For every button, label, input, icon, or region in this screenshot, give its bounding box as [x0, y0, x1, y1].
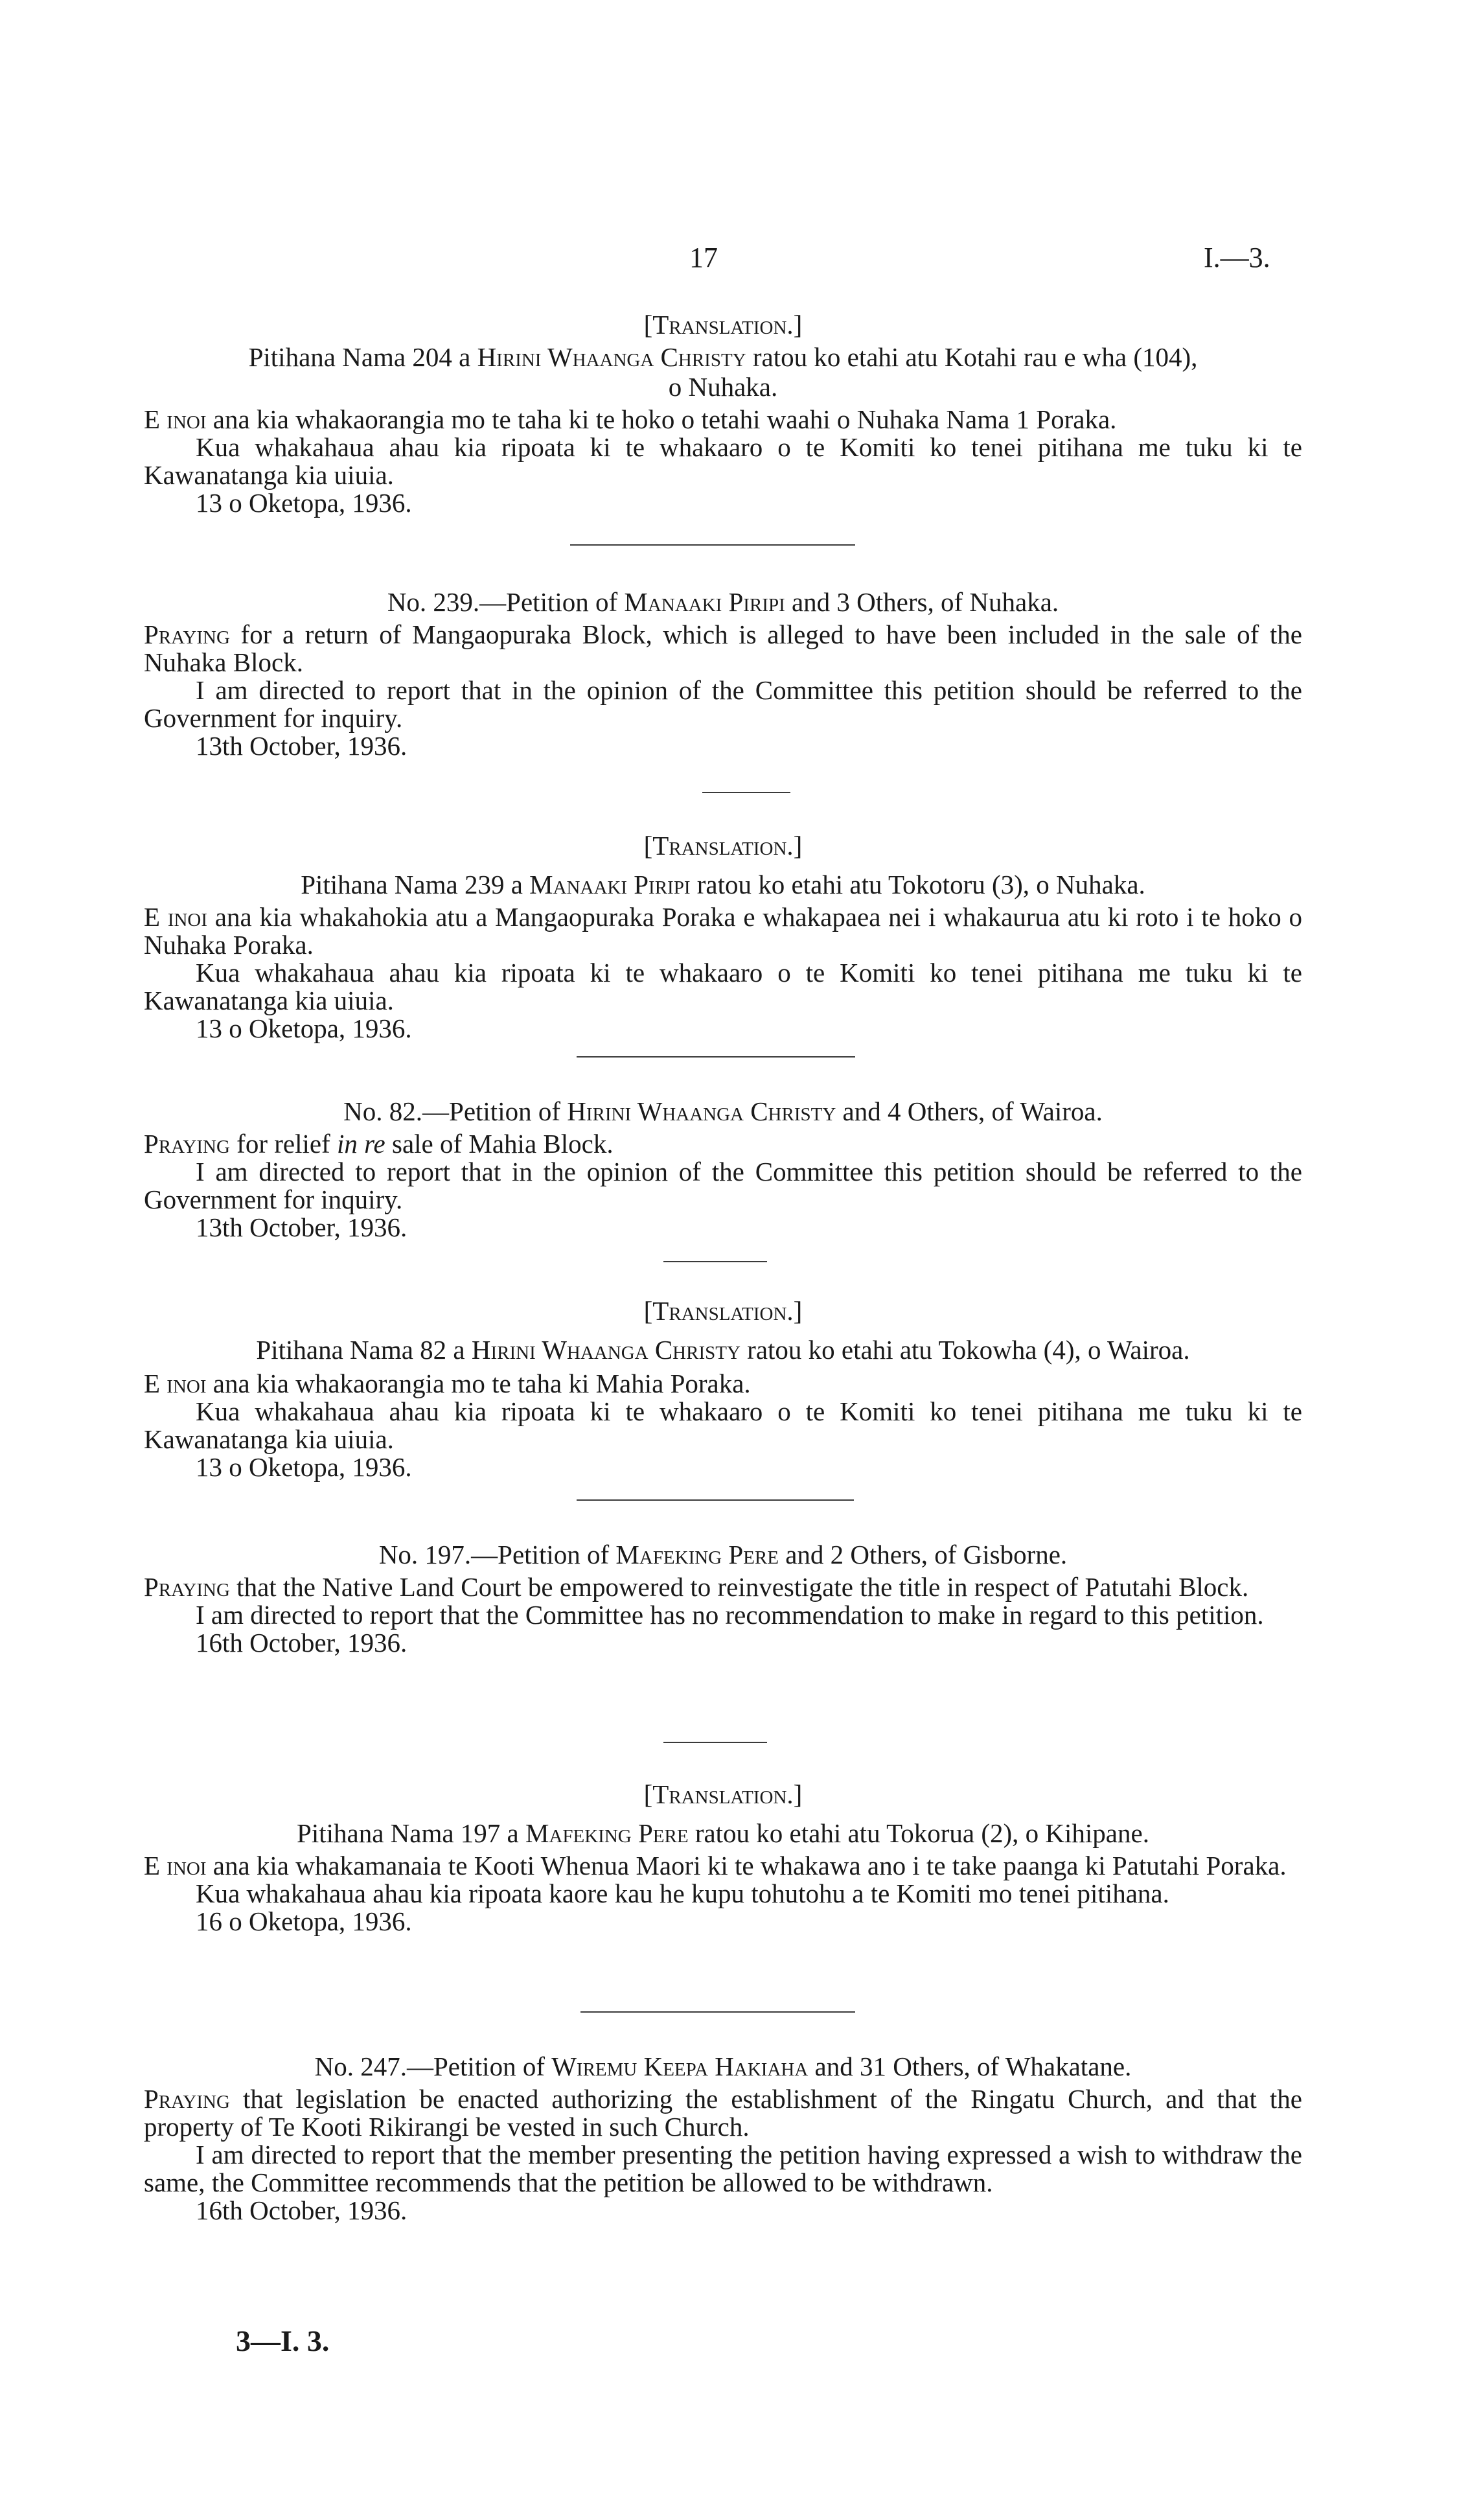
section-petition-197	[144, 1540, 1302, 1657]
petition-heading-line2: o Nuhaka.	[668, 372, 778, 402]
petitioner-name: Wiremu Keepa Hakiaha	[551, 2052, 809, 2081]
translation-label: [Translation.]	[643, 831, 803, 861]
section-divider	[663, 1261, 767, 1262]
prayer-paragraph: E inoi ana kia whakamanaia te Kooti Whenua Maori ki te whakawa ano i te take paanga ki Patutahi Poraka.	[144, 1851, 1287, 1880]
report-date: 16th October, 1936.	[196, 1628, 408, 1658]
report-date: 16th October, 1936.	[196, 2195, 408, 2225]
section-divider	[577, 1056, 855, 1058]
petition-heading: No. 247.—Petition of Wiremu Keepa Hakiaha and 31 Others, of Whakatane.	[314, 2052, 1132, 2081]
section-divider	[570, 544, 855, 546]
report-paragraph: Kua whakahaua ahau kia ripoata ki te whakaaro o te Komiti ko tenei pitihana me tuku ki te Kawanatanga kia uiuia.	[144, 432, 1302, 490]
prayer-paragraph: E inoi ana kia whakahokia atu a Mangaopuraka Poraka e whakapaea nei i whakaurua atu ki roto i te hoko o Nuhaka Poraka.	[144, 902, 1302, 960]
petitioner-name: Mafeking Pere	[615, 1540, 779, 1569]
petitioner-name: Mafeking Pere	[525, 1818, 689, 1848]
report-paragraph: I am directed to report that the member presenting the petition having expressed a wish to withdraw the same, the Committee recommends that the petition be allowed to be withdrawn.	[144, 2140, 1302, 2197]
petition-heading: No. 239.—Petition of Manaaki Piripi and 3 Others, of Nuhaka.	[387, 587, 1059, 617]
report-paragraph: Kua whakahaua ahau kia ripoata ki te whakaaro o te Komiti ko tenei pitihana me tuku ki te Kawanatanga kia uiuia.	[144, 958, 1302, 1015]
petition-heading: No. 197.—Petition of Mafeking Pere and 2 Others, of Gisborne.	[378, 1540, 1068, 1569]
report-paragraph: Kua whakahaua ahau kia ripoata ki te whakaaro o te Komiti ko tenei pitihana me tuku ki te Kawanatanga kia uiuia.	[144, 1396, 1302, 1454]
report-paragraph: I am directed to report that the Committee has no recommendation to make in regard to this petition.	[196, 1600, 1264, 1630]
translation-label: [Translation.]	[643, 1296, 803, 1326]
prayer-paragraph: Praying that the Native Land Court be empowered to reinvestigate the title in respect of Patutahi Block.	[144, 1572, 1249, 1602]
petition-heading: No. 82.—Petition of Hirini Whaanga Christy and 4 Others, of Wairoa.	[343, 1096, 1103, 1126]
report-date: 13 o Oketopa, 1936.	[196, 1013, 412, 1043]
petition-heading: Pitihana Nama 82 a Hirini Whaanga Christy ratou ko etahi atu Tokowha (4), o Wairoa.	[256, 1335, 1190, 1365]
section-translation-204	[144, 310, 1302, 517]
translation-label: [Translation.]	[643, 310, 803, 340]
section-divider	[663, 1742, 767, 1743]
petitioner-name: Hirini Whaanga Christy	[477, 342, 746, 372]
section-translation-82	[144, 1296, 1302, 1481]
petitioner-name: Hirini Whaanga Christy	[567, 1096, 836, 1126]
page-number: 17	[689, 242, 718, 273]
section-translation-239	[144, 831, 1302, 1043]
translation-label: [Translation.]	[643, 1779, 803, 1809]
report-date: 16 o Oketopa, 1936.	[196, 1906, 412, 1936]
report-date: 13th October, 1936.	[196, 731, 408, 761]
prayer-paragraph: Praying for a return of Mangaopuraka Block, which is alleged to have been included in the sale of the Nuhaka Block.	[144, 619, 1302, 677]
prayer-paragraph: E inoi ana kia whakaorangia mo te taha ki te hoko o tetahi waahi o Nuhaka Nama 1 Poraka.	[144, 404, 1117, 434]
petition-heading: Pitihana Nama 197 a Mafeking Pere ratou ko etahi atu Tokorua (2), o Kihipane.	[297, 1818, 1149, 1848]
prayer-paragraph: Praying for relief in re sale of Mahia Block.	[144, 1129, 614, 1159]
section-translation-197	[144, 1779, 1302, 1936]
petitioner-name: Manaaki Piripi	[624, 587, 785, 617]
report-date: 13 o Oketopa, 1936.	[196, 488, 412, 518]
section-petition-82	[144, 1096, 1302, 1242]
petition-heading: Pitihana Nama 204 a Hirini Whaanga Christy ratou ko etahi atu Kotahi rau e wha (104),	[248, 342, 1198, 372]
report-date: 13th October, 1936.	[196, 1212, 408, 1242]
petition-heading: Pitihana Nama 239 a Manaaki Piripi ratou ko etahi atu Tokotoru (3), o Nuhaka.	[301, 870, 1145, 899]
page-code: I.—3.	[1204, 242, 1270, 273]
prayer-paragraph: Praying that legislation be enacted authorizing the establishment of the Ringatu Church, and that the property of Te Kooti Rikirangi be vested in such Church.	[144, 2084, 1302, 2142]
prayer-paragraph: E inoi ana kia whakaorangia mo te taha ki Mahia Poraka.	[144, 1369, 751, 1398]
section-petition-239	[144, 587, 1302, 760]
report-date: 13 o Oketopa, 1936.	[196, 1452, 412, 1482]
report-paragraph: I am directed to report that in the opinion of the Committee this petition should be referred to the Government for inquiry.	[144, 1157, 1302, 1214]
section-divider	[702, 792, 790, 793]
petitioner-name: Manaaki Piripi	[529, 870, 691, 899]
footer-signature: 3—I. 3.	[236, 2324, 330, 2357]
section-divider	[577, 1499, 854, 1501]
section-divider	[580, 2011, 855, 2013]
section-petition-247	[144, 2052, 1302, 2225]
report-paragraph: I am directed to report that in the opinion of the Committee this petition should be referred to the Government for inquiry.	[144, 675, 1302, 733]
report-paragraph: Kua whakahaua ahau kia ripoata kaore kau he kupu tohutohu a te Komiti mo tenei pitihana.	[196, 1878, 1169, 1908]
petitioner-name: Hirini Whaanga Christy	[471, 1335, 740, 1365]
